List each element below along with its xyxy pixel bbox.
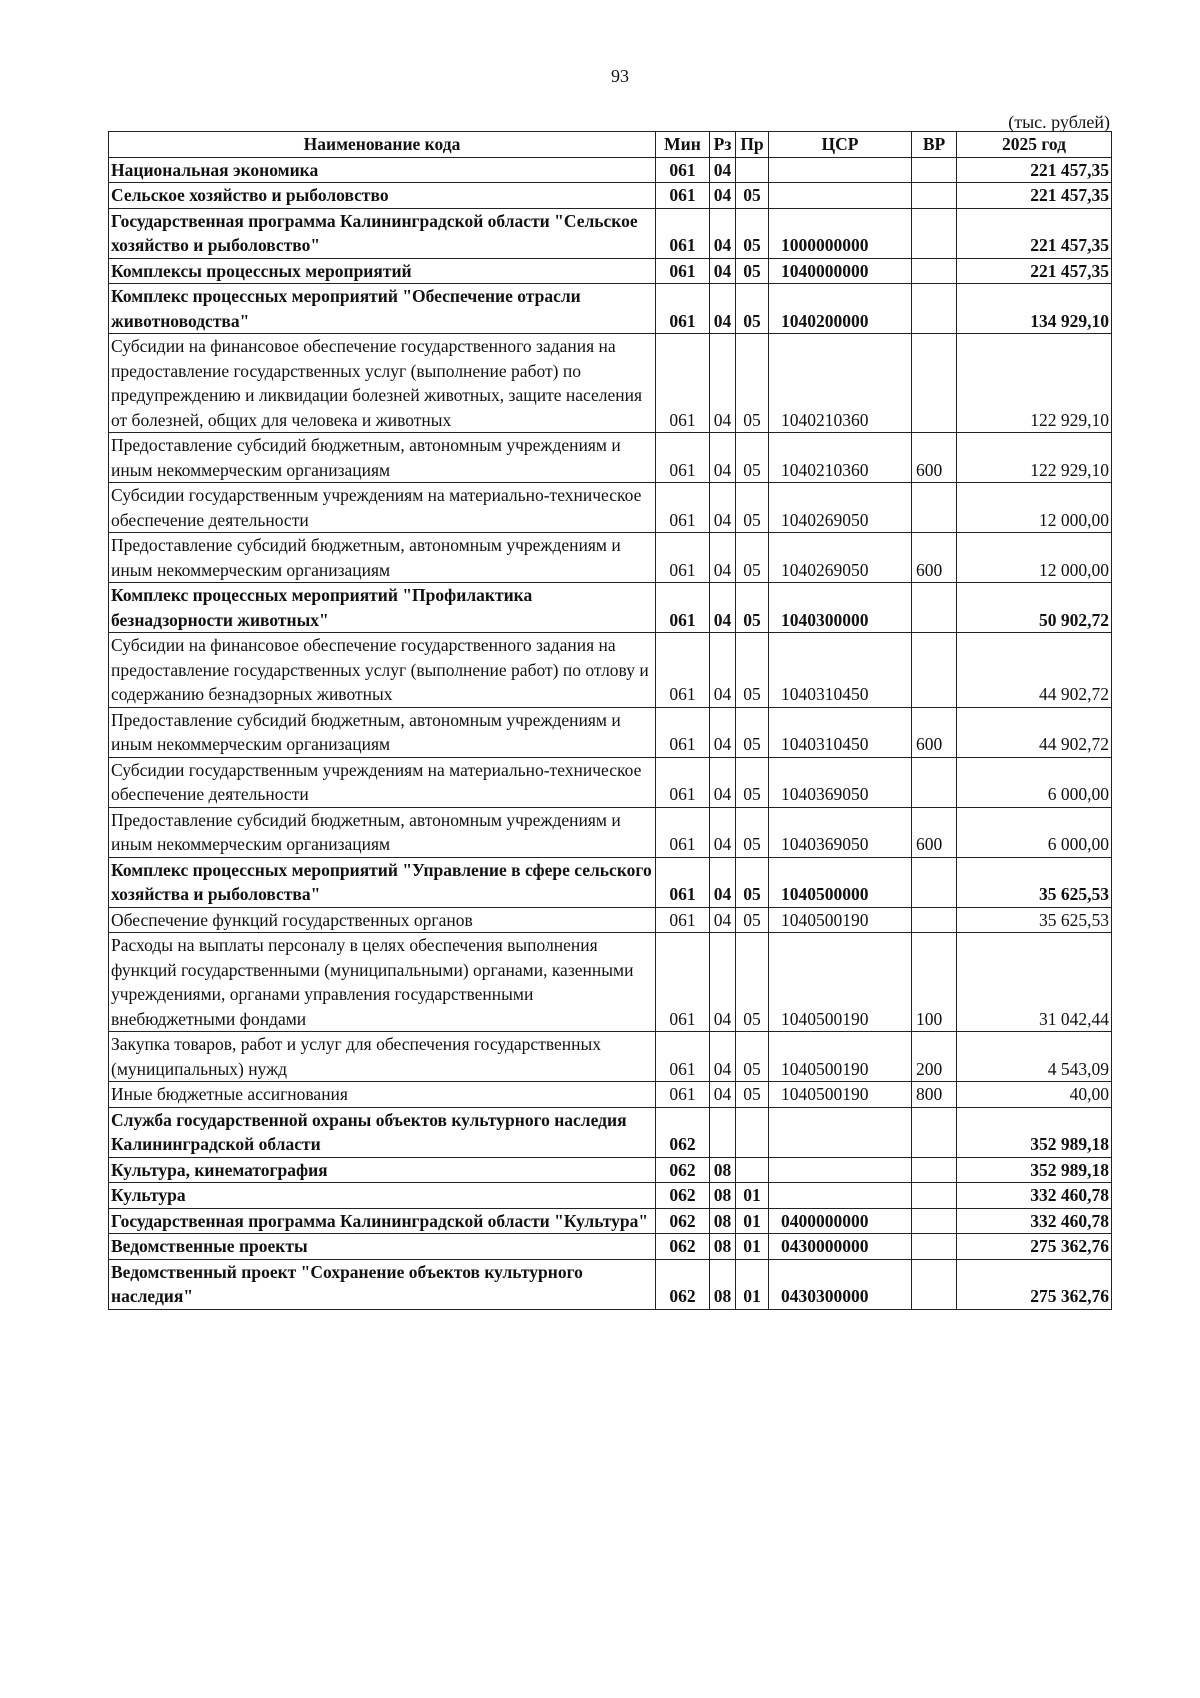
cell-csr: 1040500190 — [769, 1032, 912, 1082]
cell-name: Предоставление субсидий бюджетным, автономным учреждениям и иным некоммерческим организациям — [109, 707, 656, 757]
table-row — [109, 933, 1112, 1032]
cell-name: Субсидии на финансовое обеспечение государственного задания на предоставление государственных услуг (выполнение работ) по отлову и содержанию безнадзорных животных — [109, 633, 656, 708]
cell-vr: 600 — [912, 807, 957, 857]
cell-pr: 05 — [736, 857, 769, 907]
cell-rz: 04 — [710, 583, 736, 633]
cell-pr: 01 — [736, 1234, 769, 1260]
cell-amount: 352 989,18 — [957, 1157, 1112, 1183]
cell-min: 061 — [656, 433, 710, 483]
cell-rz: 04 — [710, 807, 736, 857]
cell-name: Предоставление субсидий бюджетным, автономным учреждениям и иным некоммерческим организациям — [109, 807, 656, 857]
cell-vr: 800 — [912, 1082, 957, 1108]
cell-name: Культура — [109, 1183, 656, 1209]
cell-vr — [912, 1107, 957, 1157]
cell-amount: 50 902,72 — [957, 583, 1112, 633]
cell-pr: 05 — [736, 208, 769, 258]
cell-vr: 600 — [912, 707, 957, 757]
cell-min: 061 — [656, 933, 710, 1032]
cell-rz: 04 — [710, 1032, 736, 1082]
cell-amount: 134 929,10 — [957, 284, 1112, 334]
cell-amount: 332 460,78 — [957, 1208, 1112, 1234]
cell-pr: 05 — [736, 183, 769, 209]
cell-name: Закупка товаров, работ и услуг для обеспечения государственных (муниципальных) нужд — [109, 1032, 656, 1082]
cell-csr: 1040310450 — [769, 633, 912, 708]
cell-min: 061 — [656, 157, 710, 183]
table-row — [109, 208, 1112, 258]
table-row — [109, 583, 1112, 633]
cell-csr: 1040500190 — [769, 907, 912, 933]
cell-vr — [912, 258, 957, 284]
cell-rz: 04 — [710, 157, 736, 183]
cell-csr — [769, 157, 912, 183]
cell-csr: 1040369050 — [769, 807, 912, 857]
table-row — [109, 807, 1112, 857]
cell-amount: 275 362,76 — [957, 1259, 1112, 1309]
cell-vr: 600 — [912, 533, 957, 583]
table-row — [109, 1208, 1112, 1234]
cell-pr: 05 — [736, 933, 769, 1032]
header-pr: Пр — [736, 132, 769, 158]
cell-amount: 221 457,35 — [957, 183, 1112, 209]
cell-rz: 04 — [710, 258, 736, 284]
cell-rz: 04 — [710, 757, 736, 807]
cell-pr: 01 — [736, 1183, 769, 1209]
cell-vr: 100 — [912, 933, 957, 1032]
cell-vr — [912, 757, 957, 807]
cell-min: 061 — [656, 1032, 710, 1082]
cell-amount: 40,00 — [957, 1082, 1112, 1108]
cell-amount: 35 625,53 — [957, 907, 1112, 933]
cell-min: 061 — [656, 857, 710, 907]
cell-vr — [912, 1259, 957, 1309]
cell-min: 062 — [656, 1259, 710, 1309]
cell-name: Комплекс процессных мероприятий "Управление в сфере сельского хозяйства и рыболовства" — [109, 857, 656, 907]
cell-amount: 12 000,00 — [957, 483, 1112, 533]
cell-rz: 04 — [710, 857, 736, 907]
cell-vr — [912, 1234, 957, 1260]
cell-min: 062 — [656, 1234, 710, 1260]
cell-vr — [912, 157, 957, 183]
cell-name: Государственная программа Калининградской области "Культура" — [109, 1208, 656, 1234]
cell-min: 061 — [656, 757, 710, 807]
cell-name: Предоставление субсидий бюджетным, автономным учреждениям и иным некоммерческим организациям — [109, 533, 656, 583]
table-row — [109, 757, 1112, 807]
header-name: Наименование кода — [109, 132, 656, 158]
cell-min: 061 — [656, 583, 710, 633]
cell-min: 061 — [656, 907, 710, 933]
cell-csr: 1040000000 — [769, 258, 912, 284]
cell-csr: 1000000000 — [769, 208, 912, 258]
cell-rz: 04 — [710, 933, 736, 1032]
cell-pr: 05 — [736, 483, 769, 533]
cell-rz: 08 — [710, 1259, 736, 1309]
cell-rz: 04 — [710, 284, 736, 334]
cell-name: Обеспечение функций государственных органов — [109, 907, 656, 933]
cell-csr: 1040500000 — [769, 857, 912, 907]
cell-vr — [912, 583, 957, 633]
cell-csr: 0430000000 — [769, 1234, 912, 1260]
cell-pr — [736, 157, 769, 183]
cell-pr: 05 — [736, 633, 769, 708]
cell-rz: 08 — [710, 1234, 736, 1260]
table-row — [109, 1183, 1112, 1209]
cell-min: 061 — [656, 533, 710, 583]
cell-pr: 01 — [736, 1208, 769, 1234]
cell-name: Расходы на выплаты персоналу в целях обеспечения выполнения функций государственными (муниципальными) органами, казенными учреждениями, органами управления государственными внебюджетными фондами — [109, 933, 656, 1032]
cell-amount: 221 457,35 — [957, 157, 1112, 183]
cell-name: Предоставление субсидий бюджетным, автономным учреждениям и иным некоммерческим организациям — [109, 433, 656, 483]
cell-csr: 1040500190 — [769, 1082, 912, 1108]
table-row — [109, 707, 1112, 757]
cell-pr: 05 — [736, 1032, 769, 1082]
table-row — [109, 533, 1112, 583]
cell-rz: 04 — [710, 633, 736, 708]
cell-vr — [912, 334, 957, 433]
cell-rz: 08 — [710, 1183, 736, 1209]
cell-name: Иные бюджетные ассигнования — [109, 1082, 656, 1108]
cell-amount: 332 460,78 — [957, 1183, 1112, 1209]
budget-table — [108, 131, 1112, 1310]
cell-pr: 05 — [736, 907, 769, 933]
cell-amount: 44 902,72 — [957, 707, 1112, 757]
table-body — [109, 157, 1112, 1309]
cell-name: Комплекс процессных мероприятий "Обеспечение отрасли животноводства" — [109, 284, 656, 334]
cell-amount: 6 000,00 — [957, 807, 1112, 857]
cell-vr — [912, 633, 957, 708]
cell-min: 062 — [656, 1157, 710, 1183]
cell-csr — [769, 1183, 912, 1209]
cell-amount: 122 929,10 — [957, 433, 1112, 483]
cell-name: Национальная экономика — [109, 157, 656, 183]
cell-csr: 0400000000 — [769, 1208, 912, 1234]
table-row — [109, 857, 1112, 907]
table-row — [109, 183, 1112, 209]
cell-amount: 6 000,00 — [957, 757, 1112, 807]
cell-amount: 221 457,35 — [957, 208, 1112, 258]
cell-pr: 01 — [736, 1259, 769, 1309]
cell-name: Комплекс процессных мероприятий "Профилактика безнадзорности животных" — [109, 583, 656, 633]
cell-name: Комплексы процессных мероприятий — [109, 258, 656, 284]
table-row — [109, 433, 1112, 483]
cell-csr: 1040269050 — [769, 533, 912, 583]
cell-name: Ведомственный проект "Сохранение объектов культурного наследия" — [109, 1259, 656, 1309]
cell-csr — [769, 1157, 912, 1183]
table-row — [109, 907, 1112, 933]
cell-amount: 35 625,53 — [957, 857, 1112, 907]
cell-min: 062 — [656, 1183, 710, 1209]
cell-min: 061 — [656, 284, 710, 334]
cell-pr: 05 — [736, 707, 769, 757]
cell-min: 061 — [656, 258, 710, 284]
cell-vr: 600 — [912, 433, 957, 483]
cell-rz: 04 — [710, 907, 736, 933]
cell-csr: 0430300000 — [769, 1259, 912, 1309]
cell-amount: 31 042,44 — [957, 933, 1112, 1032]
cell-name: Государственная программа Калининградской области "Сельское хозяйство и рыболовство" — [109, 208, 656, 258]
cell-vr — [912, 857, 957, 907]
table-row — [109, 1082, 1112, 1108]
table-row — [109, 633, 1112, 708]
cell-amount: 44 902,72 — [957, 633, 1112, 708]
table-header-row — [109, 132, 1112, 158]
cell-vr — [912, 1183, 957, 1209]
cell-rz: 04 — [710, 533, 736, 583]
cell-rz: 04 — [710, 334, 736, 433]
cell-rz: 04 — [710, 183, 736, 209]
cell-min: 061 — [656, 183, 710, 209]
cell-vr: 200 — [912, 1032, 957, 1082]
cell-rz: 04 — [710, 433, 736, 483]
cell-name: Ведомственные проекты — [109, 1234, 656, 1260]
cell-vr — [912, 1208, 957, 1234]
cell-pr: 05 — [736, 807, 769, 857]
cell-rz — [710, 1107, 736, 1157]
cell-min: 062 — [656, 1208, 710, 1234]
cell-pr — [736, 1107, 769, 1157]
cell-csr: 1040269050 — [769, 483, 912, 533]
cell-vr — [912, 183, 957, 209]
cell-csr: 1040210360 — [769, 433, 912, 483]
cell-amount: 352 989,18 — [957, 1107, 1112, 1157]
cell-csr: 1040200000 — [769, 284, 912, 334]
cell-name: Служба государственной охраны объектов культурного наследия Калининградской области — [109, 1107, 656, 1157]
header-amount: 2025 год — [957, 132, 1112, 158]
table-row — [109, 157, 1112, 183]
cell-name: Сельское хозяйство и рыболовство — [109, 183, 656, 209]
table-row — [109, 334, 1112, 433]
cell-csr: 1040300000 — [769, 583, 912, 633]
cell-pr: 05 — [736, 533, 769, 583]
cell-rz: 08 — [710, 1157, 736, 1183]
cell-name: Субсидии на финансовое обеспечение государственного задания на предоставление государственных услуг (выполнение работ) по предупреждению и ликвидации болезней животных, защите населения от болезней, общих для человека и животных — [109, 334, 656, 433]
table-row — [109, 258, 1112, 284]
cell-vr — [912, 1157, 957, 1183]
header-vr: ВР — [912, 132, 957, 158]
cell-min: 061 — [656, 807, 710, 857]
cell-pr: 05 — [736, 1082, 769, 1108]
cell-rz: 04 — [710, 208, 736, 258]
cell-min: 061 — [656, 1082, 710, 1108]
cell-csr: 1040500190 — [769, 933, 912, 1032]
cell-amount: 12 000,00 — [957, 533, 1112, 583]
cell-min: 061 — [656, 208, 710, 258]
table-row — [109, 1157, 1112, 1183]
table-row — [109, 1107, 1112, 1157]
cell-amount: 4 543,09 — [957, 1032, 1112, 1082]
cell-pr — [736, 1157, 769, 1183]
cell-vr — [912, 483, 957, 533]
table-row — [109, 1032, 1112, 1082]
cell-vr — [912, 284, 957, 334]
header-csr: ЦСР — [769, 132, 912, 158]
table-row — [109, 1259, 1112, 1309]
cell-pr: 05 — [736, 258, 769, 284]
cell-pr: 05 — [736, 757, 769, 807]
cell-rz: 08 — [710, 1208, 736, 1234]
cell-pr: 05 — [736, 284, 769, 334]
page-number: 93 — [611, 66, 629, 86]
header-rz: Рз — [710, 132, 736, 158]
cell-name: Субсидии государственным учреждениям на материально-техническое обеспечение деятельности — [109, 757, 656, 807]
cell-vr — [912, 907, 957, 933]
cell-min: 061 — [656, 483, 710, 533]
table-row — [109, 1234, 1112, 1260]
cell-csr: 1040369050 — [769, 757, 912, 807]
cell-rz: 04 — [710, 707, 736, 757]
cell-csr: 1040310450 — [769, 707, 912, 757]
header-min: Мин — [656, 132, 710, 158]
cell-name: Культура, кинематография — [109, 1157, 656, 1183]
cell-csr — [769, 183, 912, 209]
cell-amount: 122 929,10 — [957, 334, 1112, 433]
cell-csr: 1040210360 — [769, 334, 912, 433]
cell-pr: 05 — [736, 334, 769, 433]
cell-min: 061 — [656, 633, 710, 708]
cell-min: 061 — [656, 707, 710, 757]
cell-name: Субсидии государственным учреждениям на материально-техническое обеспечение деятельности — [109, 483, 656, 533]
cell-pr: 05 — [736, 583, 769, 633]
cell-rz: 04 — [710, 483, 736, 533]
units-label: (тыс. рублей) — [1008, 112, 1110, 132]
cell-min: 061 — [656, 334, 710, 433]
cell-rz: 04 — [710, 1082, 736, 1108]
table-row — [109, 483, 1112, 533]
cell-amount: 275 362,76 — [957, 1234, 1112, 1260]
table-row — [109, 284, 1112, 334]
cell-min: 062 — [656, 1107, 710, 1157]
cell-amount: 221 457,35 — [957, 258, 1112, 284]
cell-vr — [912, 208, 957, 258]
cell-pr: 05 — [736, 433, 769, 483]
cell-csr — [769, 1107, 912, 1157]
